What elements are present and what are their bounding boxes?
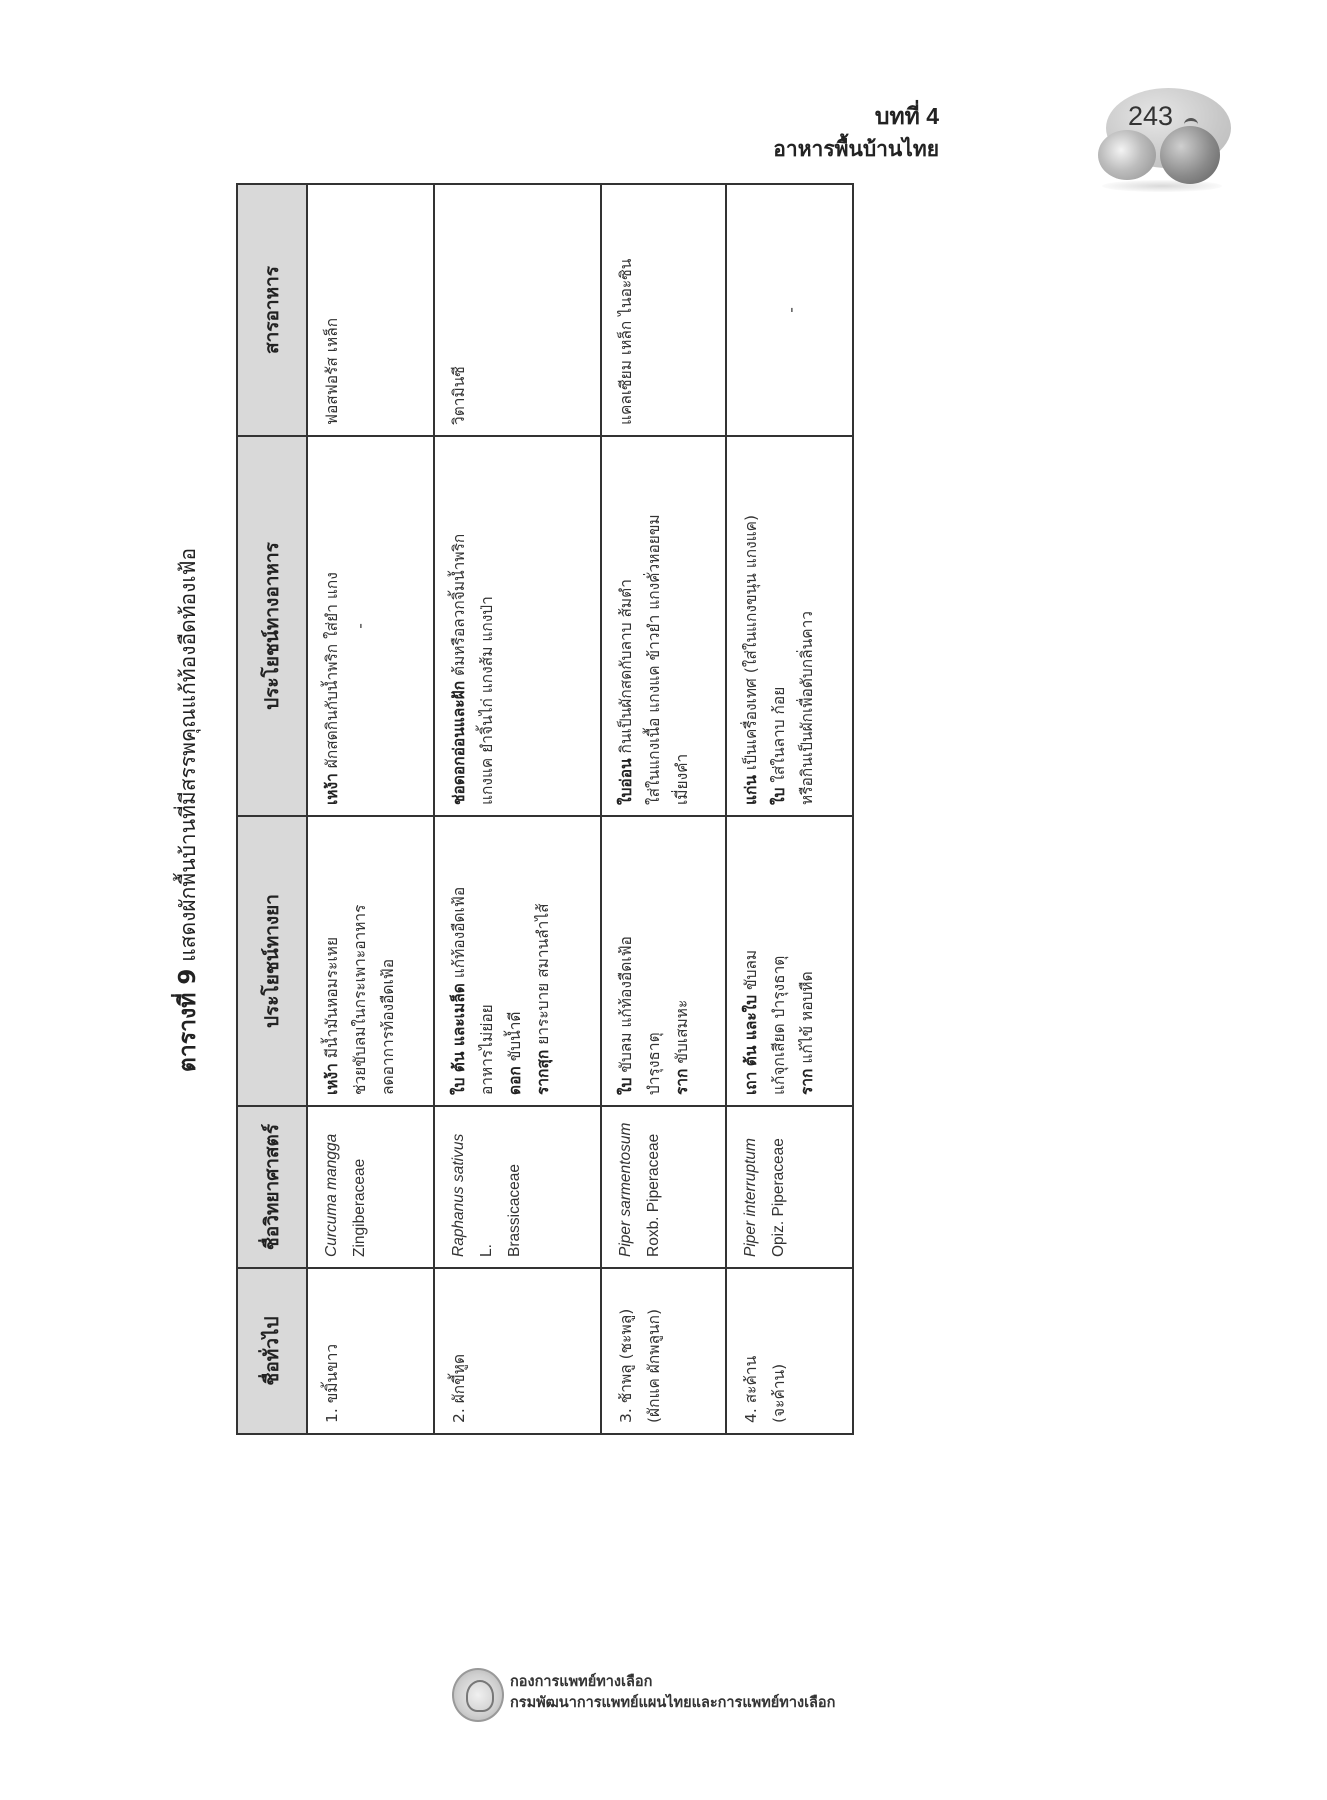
common-name-alias: (จะค้าน): [770, 1363, 788, 1423]
food-text: เมี่ยงคำ: [673, 753, 691, 805]
cell-food-use: [726, 436, 853, 816]
plant-part: ดอก: [506, 1066, 524, 1095]
food-text: เป็นเครื่องเทศ (ใส่ในแกงขนุน แกงแค): [742, 514, 760, 771]
scientific-author: Opiz.: [770, 1220, 787, 1257]
tomato-icon: [1160, 126, 1220, 184]
column-header-scientific-name: ชื่อวิทยาศาสตร์: [237, 1106, 307, 1268]
seal-emblem-icon: [466, 1680, 494, 1712]
plant-part: รากสุก: [534, 1049, 552, 1095]
food-text: ผักสดกินกับน้ำพริก ใส่ยำ แกง: [323, 572, 341, 769]
plant-part: ใบ: [617, 1077, 635, 1095]
tomato-half-icon: [1098, 130, 1156, 180]
plant-family: Brassicaceae: [506, 1163, 523, 1257]
common-name: 3. ช้าพลู (ชะพลู): [617, 1308, 635, 1423]
scientific-name: Curcuma mangga: [323, 1133, 340, 1257]
scientific-name: Raphanus sativus: [450, 1133, 467, 1257]
tomato-stem-icon: [1184, 118, 1198, 131]
table-header-row: [237, 184, 307, 1434]
chapter-heading: [773, 100, 939, 166]
medicinal-text: อาหารไม่ย่อย: [478, 1004, 496, 1095]
scientific-author: Roxb.: [645, 1216, 662, 1257]
nutrients-text: แคลเซียม เหล็ก ไนอะซิน: [617, 258, 635, 425]
cell-common-name: [726, 1268, 853, 1434]
food-text: ใส่ในแกงเนื้อ แกงแค ข้าวยำ แกงคั่วหอยขม: [645, 514, 663, 805]
plant-part: ราก: [673, 1068, 691, 1095]
medicinal-text: ขับลม แก้ท้องอืดเฟ้อ: [617, 936, 635, 1073]
table-caption-text: แสดงผักพื้นบ้านที่มีสรรพคุณแก้ท้องอืดท้องเฟ้อ: [176, 547, 200, 962]
scientific-name: Piper interruptum: [742, 1138, 759, 1257]
medicinal-text: บำรุงธาตุ: [645, 1032, 663, 1095]
table-row: [726, 184, 853, 1434]
food-text: ใส่ในลาบ ก้อย: [770, 686, 788, 783]
common-name: 1. ขมิ้นขาว: [323, 1343, 341, 1423]
plant-part: แก่น: [742, 775, 760, 805]
medicinal-text: ขับลม: [742, 949, 760, 990]
cell-food-use: [434, 436, 601, 816]
plant-part: เหง้า: [323, 773, 341, 805]
cell-nutrients: [726, 184, 853, 436]
food-text: -: [351, 623, 369, 629]
footer-division: กองการแพทย์ทางเลือก: [510, 1674, 653, 1690]
cell-nutrients: [601, 184, 726, 436]
food-text: แกงแค ยำจิ้นไก่ แกงส้ม แกงป่า: [478, 596, 496, 805]
chapter-number: บทที่ 4: [874, 103, 939, 129]
cell-common-name: [434, 1268, 601, 1434]
plant-part: ช่อดอกอ่อนและฝัก: [450, 680, 468, 805]
food-text: ต้มหรือลวกจิ้มน้ำพริก: [450, 533, 468, 676]
herb-table-wrapper: [236, 185, 854, 1435]
cell-food-use: [307, 436, 434, 816]
rotated-table-region: [168, 185, 928, 1435]
common-name: 2. ผักขี้หูด: [450, 1353, 468, 1423]
table-caption-label: ตารางที่ 9: [175, 968, 201, 1073]
cell-scientific-name: [601, 1106, 726, 1268]
table-row: [307, 184, 434, 1434]
chapter-title: อาหารพื้นบ้านไทย: [773, 137, 939, 161]
nutrients-text: ฟอสฟอรัส เหล็ก: [323, 317, 341, 425]
plant-family: Piperaceae: [645, 1133, 662, 1213]
cell-common-name: [307, 1268, 434, 1434]
table-caption: [168, 185, 234, 1435]
column-header-medicinal-use: ประโยชน์ทางยา: [237, 816, 307, 1106]
column-header-nutrients: สารอาหาร: [237, 184, 307, 436]
food-text: กินเป็นผักสดกับลาบ ส้มตำ: [617, 579, 635, 754]
cell-scientific-name: [434, 1106, 601, 1268]
medicinal-text: มีน้ำมันหอมระเหย: [323, 936, 341, 1059]
food-text: หรือกินเป็นผักเพื่อดับกลิ่นคาว: [798, 610, 816, 805]
plant-part: ใบอ่อน: [617, 758, 635, 805]
footer-text: [510, 1672, 835, 1714]
table-row: [434, 184, 601, 1434]
medicinal-text: ลดอาการท้องอืดเฟ้อ: [379, 958, 397, 1095]
cell-medicinal-use: [601, 816, 726, 1106]
medicinal-text: แก้ไข้ หอบหืด: [798, 971, 816, 1064]
plant-part: เถา ต้น และใบ: [742, 994, 760, 1095]
cell-medicinal-use: [726, 816, 853, 1106]
plant-part: เหง้า: [323, 1063, 341, 1095]
department-seal-icon: [452, 1668, 504, 1722]
page-number: 243: [1128, 101, 1174, 131]
herb-table: [236, 183, 854, 1435]
medicinal-text: แก้จุกเสียด บำรุงธาตุ: [770, 955, 788, 1095]
medicinal-text: ยาระบาย สมานลำไส้: [534, 903, 552, 1045]
common-name: 4. สะค้าน: [742, 1355, 760, 1423]
plant-family: Zingiberaceae: [351, 1158, 368, 1257]
table-row: [601, 184, 726, 1434]
scientific-author: L.: [478, 1244, 495, 1257]
scientific-name: Piper sarmentosum: [617, 1122, 634, 1257]
cell-medicinal-use: [434, 816, 601, 1106]
column-header-food-use: ประโยชน์ทางอาหาร: [237, 436, 307, 816]
cell-scientific-name: [307, 1106, 434, 1268]
medicinal-text: แก้ท้องอืดเฟ้อ: [450, 886, 468, 979]
nutrients-text: -: [781, 307, 800, 313]
plant-part: ราก: [798, 1068, 816, 1095]
cell-nutrients: [434, 184, 601, 436]
cell-common-name: [601, 1268, 726, 1434]
cell-scientific-name: [726, 1106, 853, 1268]
medicinal-text: ช่วยขับลมในกระเพาะอาหาร: [351, 904, 369, 1095]
plant-family: Piperaceae: [770, 1138, 787, 1217]
footer-department: กรมพัฒนาการแพทย์แผนไทยและการแพทย์ทางเลือก: [510, 1695, 836, 1711]
cell-medicinal-use: [307, 816, 434, 1106]
cell-nutrients: [307, 184, 434, 436]
tomato-shadow: [1102, 180, 1222, 192]
page-number-badge: [1098, 88, 1248, 198]
nutrients-text: วิตามินซี: [450, 366, 468, 425]
cell-food-use: [601, 436, 726, 816]
medicinal-text: ขับเสมหะ: [673, 999, 691, 1064]
plant-part: ใบ: [770, 787, 788, 805]
medicinal-text: ขับน้ำดี: [506, 1011, 524, 1062]
plant-part: ใบ ต้น และเมล็ด: [450, 983, 468, 1095]
column-header-common-name: ชื่อทั่วไป: [237, 1268, 307, 1434]
common-name-alias: (ผักแค ผักพลูนก): [645, 1308, 663, 1423]
